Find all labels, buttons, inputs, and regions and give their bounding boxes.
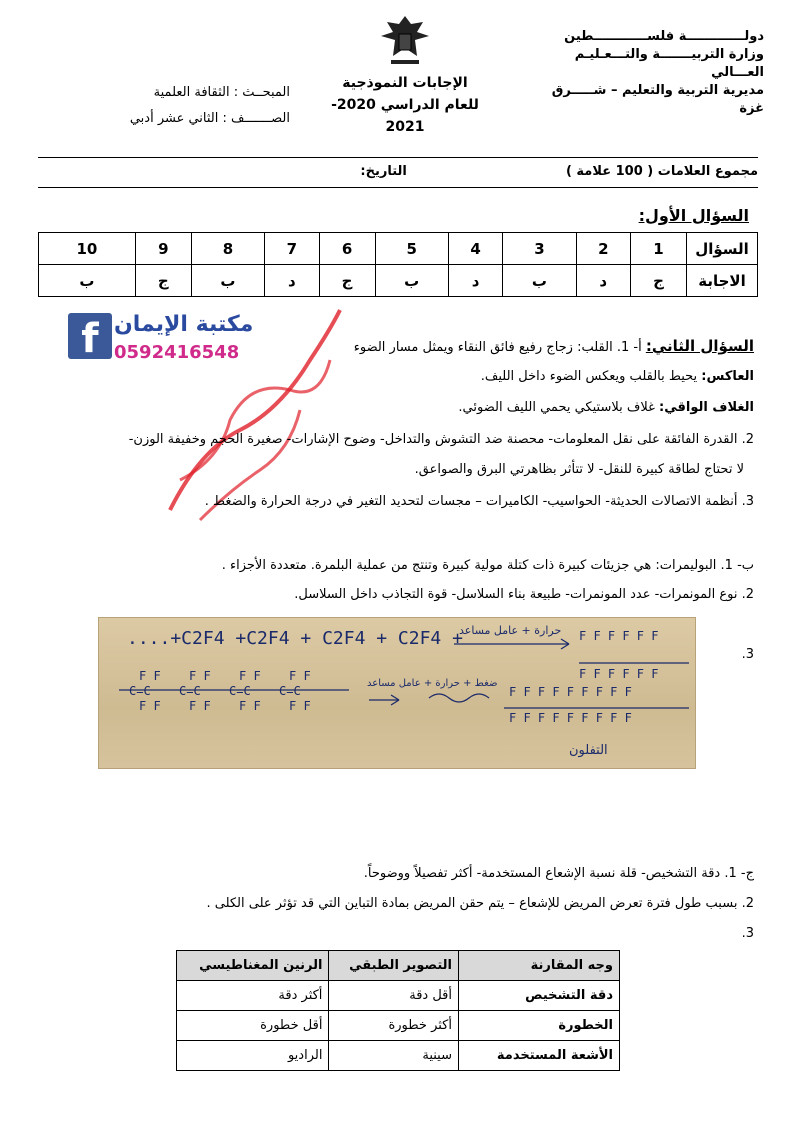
q2-b1: ب- 1. البوليمرات: هي جزيئات كبيرة ذات كتلة مولية كبيرة وتنتج من عملية البلمرة. متعددة الأجزاء .	[221, 558, 754, 573]
q2-a3: 3. أنظمة الاتصالات الحديثة- الحواسيب- الكاميرات – مجسات لتحديد التغير في درجة الحرارة والضغط .	[204, 494, 754, 509]
comparison-aspect: دقة التشخيص	[459, 981, 620, 1011]
answers-table	[38, 232, 758, 297]
svg-text:F F F F F F F F F: F F F F F F F F F	[509, 711, 632, 725]
q2-b3: 3.	[741, 647, 754, 662]
header-line-3: مديرية التربية والتعليم – شـــــرق غزة	[551, 83, 764, 116]
q2-line-a1	[354, 337, 754, 355]
svg-text:F F: F F	[289, 699, 311, 713]
facebook-icon: f	[68, 313, 112, 359]
q1-title: السؤال الأول:	[638, 206, 749, 225]
answer-cell: ج	[135, 265, 191, 297]
divider-bottom	[38, 187, 758, 188]
title-line-2: للعام الدراسي 2020-2021	[331, 97, 479, 135]
reflector-label: العاكس:	[701, 369, 754, 384]
jacket-text: غلاف بلاستيكي يحمي الليف الضوئي.	[458, 400, 660, 415]
comparison-cell: سينية	[329, 1041, 459, 1071]
svg-text:F F: F F	[239, 699, 261, 713]
q2-b2: 2. نوع المونمرات- عدد المونمرات- طبيعة بناء السلاسل- قوة التجاذب داخل السلاسل.	[294, 587, 754, 602]
header-line-1: دولـــــــــــــة فلســــــــــــطين	[564, 29, 764, 44]
svg-text:F F: F F	[139, 669, 161, 683]
q-number: 7	[265, 233, 319, 265]
q2-line-reflector	[481, 369, 754, 384]
library-name: مكتبة الإيمان	[114, 312, 254, 337]
comparison-row	[177, 1041, 620, 1071]
answer-cell: ب	[503, 265, 576, 297]
svg-text:F F: F F	[189, 669, 211, 683]
svg-text:F F F F F F: F F F F F F	[579, 629, 659, 643]
svg-text:F F: F F	[189, 699, 211, 713]
q-number: 10	[39, 233, 136, 265]
q-number: 1	[631, 233, 687, 265]
totals-row	[38, 164, 758, 179]
divider-top	[38, 157, 758, 158]
photo-condition-1: حرارة + عامل مساعد	[459, 624, 562, 637]
library-phone: 0592416548	[114, 342, 240, 363]
jacket-label: الغلاف الواقي:	[659, 400, 754, 415]
svg-text:F F: F F	[289, 669, 311, 683]
comparison-cell: أقل خطورة	[177, 1011, 329, 1041]
comparison-cell: أكثر خطورة	[329, 1011, 459, 1041]
subject-line: المبحــث : الثقافة العلمية	[153, 85, 290, 100]
comparison-cell: أكثر دقة	[177, 981, 329, 1011]
q2-a1-text: أ- 1. القلب: زجاج رفيع فائق النقاء ويمثل مسار الضوء	[353, 340, 642, 355]
photo-caption: التفلون	[569, 743, 608, 758]
q2-a2-line1: 2. القدرة الفائقة على نقل المعلومات- محصنة ضد التشوش والتداخل- وضوح الإشارات- صغيرة الحجم وخفيفة الوزن-	[128, 432, 754, 447]
photo-equation: ....+C2F4 +C2F4 + C2F4 + C2F4 +	[127, 628, 463, 649]
answer-cell: ب	[191, 265, 264, 297]
answer-cell: ج	[631, 265, 687, 297]
class-line: الصـــــــف : الثاني عشر أدبي	[129, 111, 290, 126]
q-number: 8	[191, 233, 264, 265]
totals-text: مجموع العلامات ( 100 علامة )	[565, 164, 758, 179]
comparison-header: الرنين المغناطيسي	[177, 951, 329, 981]
comparison-table	[176, 950, 620, 1071]
header-title	[320, 72, 490, 138]
svg-text:F F F F F F: F F F F F F	[579, 667, 659, 681]
q-number: 5	[375, 233, 448, 265]
svg-text:F F: F F	[239, 669, 261, 683]
q-number: 2	[576, 233, 630, 265]
comparison-cell: أقل دقة	[329, 981, 459, 1011]
q2-c2: 2. بسبب طول فترة تعرض المريض للإشعاع – يتم حقن المريض بمادة التباين التي قد تؤثر على الكلى .	[206, 896, 754, 911]
comparison-header: التصوير الطبقي	[329, 951, 459, 981]
answers-row-letters	[39, 265, 758, 297]
answers-row-numbers	[39, 233, 758, 265]
q-number: 4	[448, 233, 502, 265]
svg-text:C=C: C=C	[229, 684, 251, 698]
row-label-question: السؤال	[687, 233, 758, 265]
q2-title: السؤال الثاني:	[645, 337, 754, 355]
q2-c3: 3.	[741, 926, 754, 941]
svg-text:F F: F F	[139, 699, 161, 713]
comparison-header-row	[177, 951, 620, 981]
q2-a2-line2: لا تحتاج لطاقة كبيرة للنقل- لا تتأثر بظاهرتي البرق والصواعق.	[414, 462, 744, 477]
emblem-icon	[375, 12, 435, 70]
comparison-row	[177, 1011, 620, 1041]
q-number: 9	[135, 233, 191, 265]
comparison-header: وجه المقارنة	[459, 951, 620, 981]
svg-text:C=C: C=C	[279, 684, 301, 698]
comparison-aspect: الخطورة	[459, 1011, 620, 1041]
date-label: التاريخ:	[360, 164, 407, 179]
answer-cell: د	[576, 265, 630, 297]
comparison-cell: الراديو	[177, 1041, 329, 1071]
photo-condition-2: ضغط + حرارة + عامل مساعد	[367, 678, 498, 689]
answer-cell: ب	[375, 265, 448, 297]
reflector-text: يحيط بالقلب ويعكس الضوء داخل الليف.	[480, 369, 702, 384]
q2-line-jacket	[458, 400, 754, 415]
row-label-answer: الاجابة	[687, 265, 758, 297]
header-subject	[100, 80, 290, 132]
comparison-row	[177, 981, 620, 1011]
answer-cell: د	[448, 265, 502, 297]
comparison-aspect: الأشعة المستخدمة	[459, 1041, 620, 1071]
q-number: 3	[503, 233, 576, 265]
title-line-1: الإجابات النموذجية	[342, 75, 468, 91]
header-line-2: وزارة التربيـــــــة والتـــعـليـم العـــالي	[574, 47, 764, 80]
q2-c1: ج- 1. دقة التشخيص- قلة نسبة الإشعاع المستخدمة- أكثر تفصيلاً ووضوحاً.	[363, 866, 754, 881]
q-number: 6	[319, 233, 375, 265]
answer-cell: د	[265, 265, 319, 297]
header-ministry	[524, 28, 764, 118]
answer-cell: ج	[319, 265, 375, 297]
svg-text:F F F F F F F F F: F F F F F F F F F	[509, 685, 632, 699]
svg-text:C=C: C=C	[179, 684, 201, 698]
answer-cell: ب	[39, 265, 136, 297]
svg-text:C=C: C=C	[129, 684, 151, 698]
polymerization-photo	[98, 617, 696, 769]
